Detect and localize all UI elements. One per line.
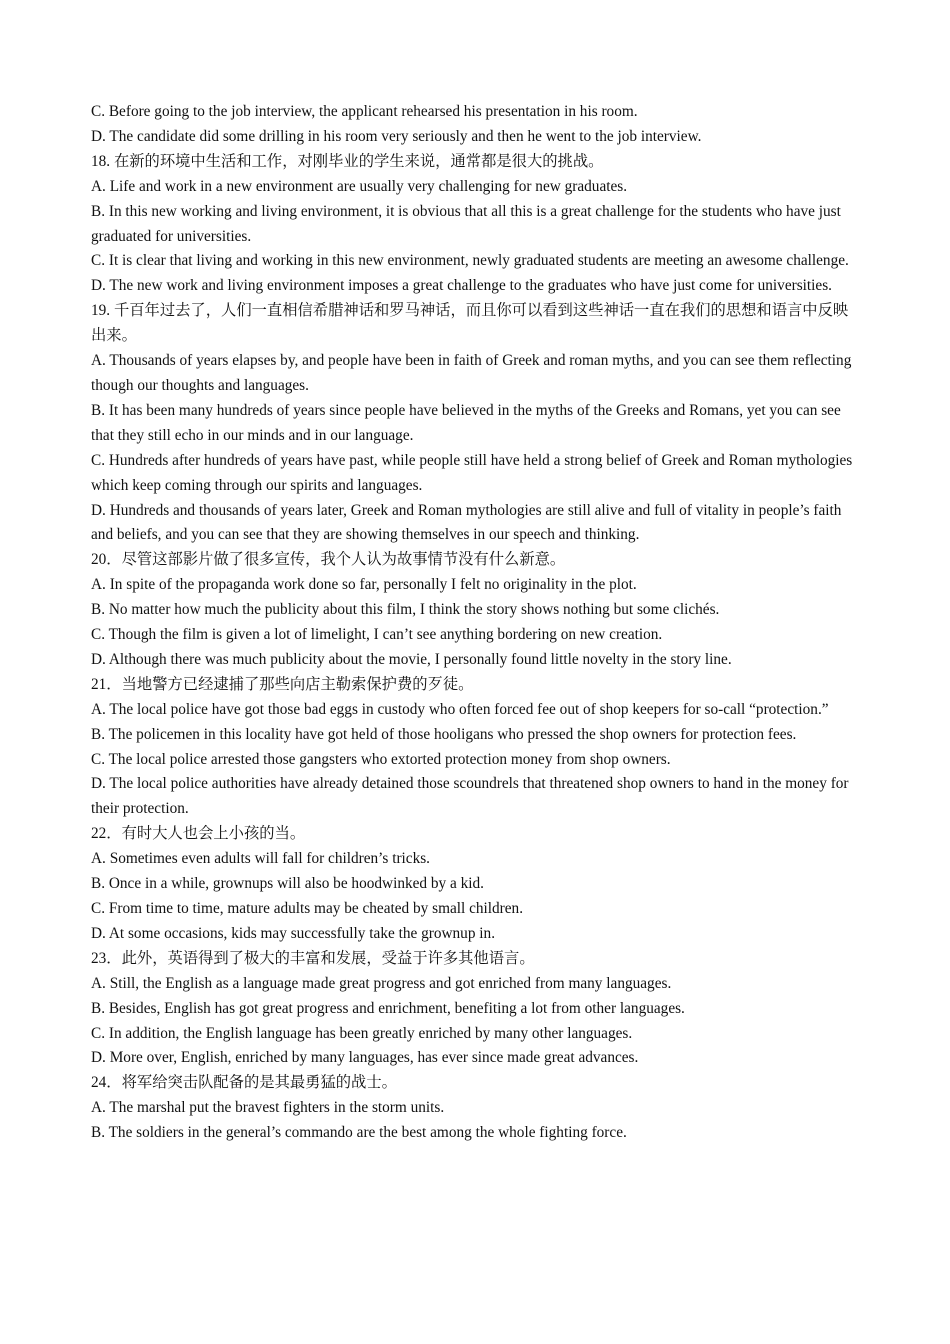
answer-option: D. Hundreds and thousands of years later, Greek and Roman mythologies are still alive and full of vitality in people’s faith and beliefs, and you can see that they are showing themselves in our speech and thinking. (91, 501, 842, 544)
answer-option: B. In this new working and living environment, it is obvious that all this is a great challenge for the students who have just graduated for universities. (91, 202, 841, 245)
answer-option: B. It has been many hundreds of years since people have believed in the myths of the Greeks and Romans, yet you can see that they still echo in our minds and in our language. (91, 401, 841, 444)
answer-option: D. Although there was much publicity about the movie, I personally found little novelty in the story line. (91, 650, 732, 668)
document-page (91, 100, 861, 1146)
answer-option: C. The local police arrested those gangsters who extorted protection money from shop owners. (91, 750, 671, 768)
answer-option: C. In addition, the English language has been greatly enriched by many other languages. (91, 1024, 633, 1042)
answer-option: A. Life and work in a new environment are usually very challenging for new graduates. (91, 177, 628, 195)
question-prompt: 21．当地警方已经逮捕了那些向店主勒索保护费的歹徒。 (91, 675, 474, 693)
answer-option: B. Once in a while, grownups will also be hoodwinked by a kid. (91, 875, 484, 893)
answer-option: B. The policemen in this locality have got held of those hooligans who pressed the shop owners for protection fees. (91, 725, 797, 743)
answer-option: A. The local police have got those bad eggs in custody who often forced fee out of shop keepers for so-call “protection.” (91, 700, 829, 718)
answer-option: A. The marshal put the bravest fighters in the storm units. (91, 1099, 445, 1117)
answer-option: A. Still, the English as a language made great progress and got enriched from many languages. (91, 974, 672, 992)
answer-option: D. At some occasions, kids may successfully take the grownup in. (91, 924, 496, 942)
answer-option: B. The soldiers in the general’s commando are the best among the whole fighting force. (91, 1124, 627, 1142)
answer-option: C. Before going to the job interview, the applicant rehearsed his presentation in his room. (91, 103, 638, 120)
answer-option: D. The local police authorities have already detained those scoundrels that threatened shop owners to hand in the money for their protection. (91, 775, 849, 818)
question-prompt: 19. 千百年过去了，人们一直相信希腊神话和罗马神话，而且你可以看到这些神话一直在我们的思想和语言中反映出来。 (91, 302, 849, 345)
question-prompt: 23．此外，英语得到了极大的丰富和发展，受益于许多其他语言。 (91, 949, 535, 967)
question-prompt: 22．有时大人也会上小孩的当。 (91, 825, 306, 843)
question-prompt: 24．将军给突击队配备的是其最勇猛的战士。 (91, 1074, 397, 1092)
answer-option: C. From time to time, mature adults may be cheated by small children. (91, 900, 524, 917)
answer-option: B. Besides, English has got great progress and enrichment, benefiting a lot from other languages. (91, 999, 685, 1017)
answer-option: A. Thousands of years elapses by, and people have been in faith of Greek and roman myths, and you can see them reflecting though our thoughts and languages. (91, 352, 852, 394)
answer-option: D. The new work and living environment imposes a great challenge to the graduates who have just come for universities. (91, 277, 832, 295)
answer-option: C. Though the film is given a lot of limelight, I can’t see anything bordering on new creation. (91, 626, 663, 644)
answer-option: A. In spite of the propaganda work done so far, personally I felt no originality in the plot. (91, 576, 637, 594)
answer-option: A. Sometimes even adults will fall for children’s tricks. (91, 850, 431, 868)
answer-option: C. It is clear that living and working in this new environment, newly graduated students are meeting an awesome challenge. (91, 252, 849, 270)
answer-option: D. More over, English, enriched by many languages, has ever since made great advances. (91, 1049, 639, 1067)
answer-option: B. No matter how much the publicity about this film, I think the story shows nothing but some clichés. (91, 601, 720, 619)
answer-option: D. The candidate did some drilling in his room very seriously and then he went to the job interview. (91, 127, 702, 145)
answer-option: C. Hundreds after hundreds of years have past, while people still have held a strong belief of Greek and Roman mythologies which keep coming through our spirits and languages. (91, 451, 853, 494)
question-prompt: 18. 在新的环境中生活和工作，对刚毕业的学生来说，通常都是很大的挑战。 (91, 152, 604, 170)
question-prompt: 20．尽管这部影片做了很多宣传，我个人认为故事情节没有什么新意。 (91, 551, 566, 569)
